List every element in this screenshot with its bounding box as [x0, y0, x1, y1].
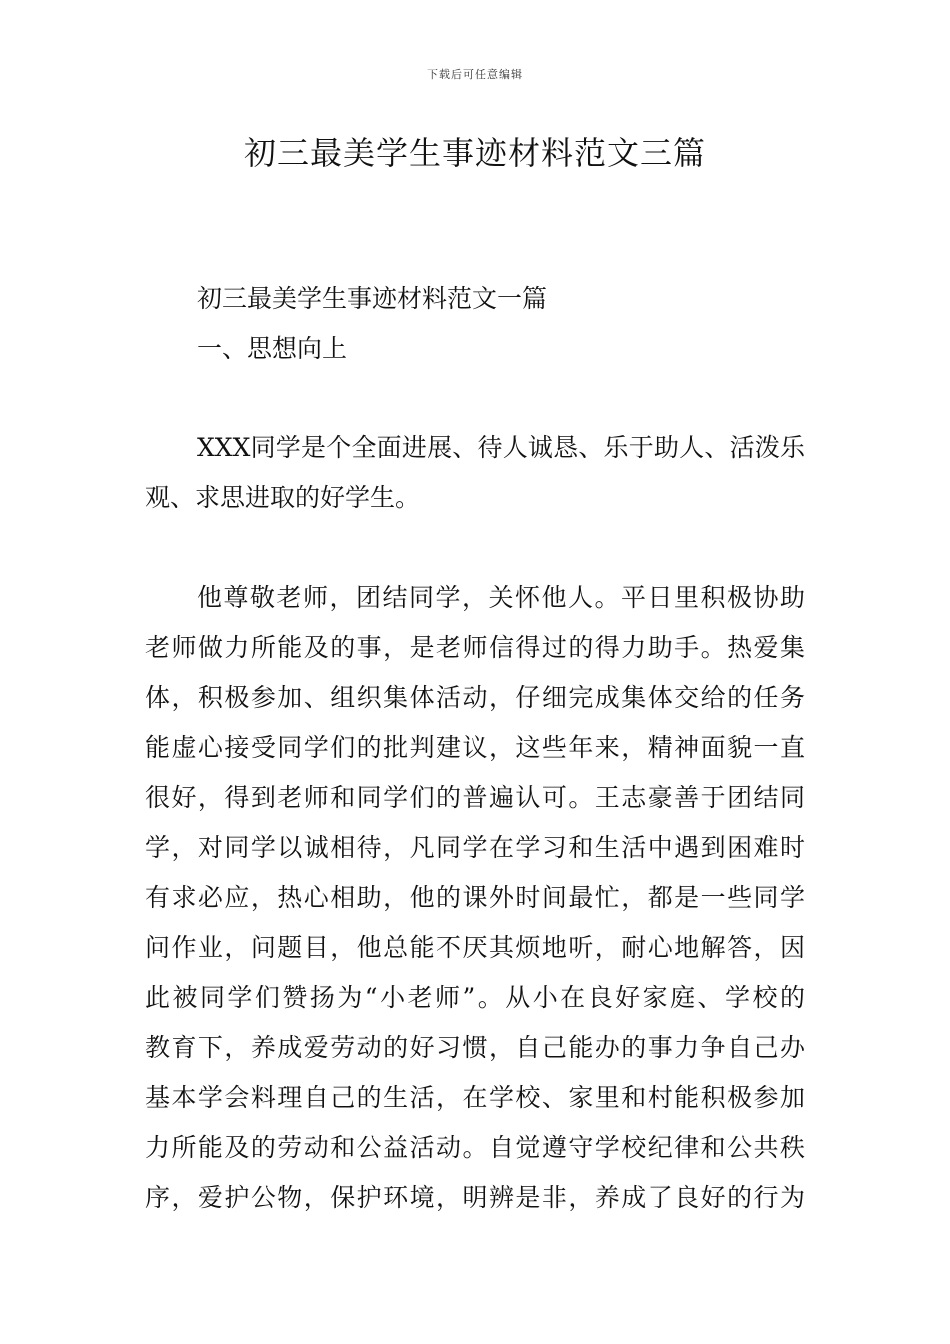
paragraph-2-line: 问作业，问题目，他总能不厌其烦地听，耐心地解答，因	[145, 933, 805, 962]
header-note: 下载后可任意编辑	[427, 68, 523, 81]
paragraph-2-line: 学，对同学以诚相待，凡同学在学习和生活中遇到困难时	[145, 833, 805, 862]
paragraph-2-line: 有求必应，热心相助，他的课外时间最忙，都是一些同学	[145, 883, 805, 912]
paragraph-2-line: 力所能及的劳动和公益活动。自觉遵守学校纪律和公共秩	[145, 1133, 805, 1162]
paragraph-2-line: 此被同学们赞扬为“小老师”。从小在良好家庭、学校的	[145, 983, 805, 1012]
section-heading: 初三最美学生事迹材料范文一篇	[197, 284, 548, 313]
paragraph-2-line: 序，爱护公物，保护环境，明辨是非，养成了良好的行为	[145, 1183, 805, 1212]
paragraph-2-line: 能虚心接受同学们的批判建议，这些年来，精神面貌一直	[145, 733, 805, 762]
paragraph-2-line: 体，积极参加、组织集体活动，仔细完成集体交给的任务	[145, 683, 805, 712]
paragraph-2-line: 他尊敬老师，团结同学，关怀他人。平日里积极协助	[197, 583, 805, 612]
paragraph-1-line: 观、求思进取的好学生。	[145, 483, 421, 512]
paragraph-2-line: 很好，得到老师和同学们的普遍认可。王志豪善于团结同	[145, 783, 805, 812]
paragraph-2-line: 老师做力所能及的事，是老师信得过的得力助手。热爱集	[145, 633, 805, 662]
document-title: 初三最美学生事迹材料范文三篇	[243, 134, 706, 172]
subheading: 一、思想向上	[197, 334, 348, 363]
paragraph-2-line: 教育下，养成爱劳动的好习惯，自己能办的事力争自己办	[145, 1033, 805, 1062]
paragraph-2-line: 基本学会料理自己的生活，在学校、家里和村能积极参加	[145, 1083, 805, 1112]
paragraph-1-line: XXX同学是个全面进展、待人诚恳、乐于助人、活泼乐	[197, 433, 805, 462]
